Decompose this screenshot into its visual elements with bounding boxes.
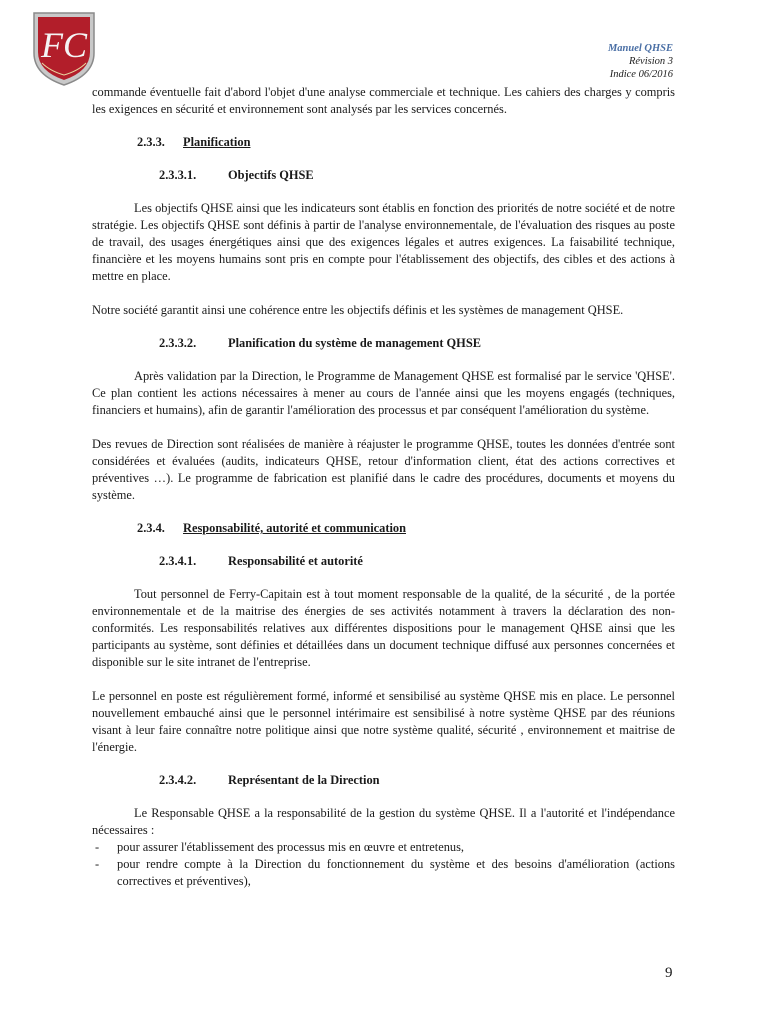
objectives-paragraph-1: Les objectifs QHSE ainsi que les indicateurs sont établis en fonction des priorités de notre société et de notre stratégie. Les objectifs QHSE sont définis à partir de l'analyse environnementale, de l'évaluation des risques au poste de travail, des usages énergétiques ainsi que des exigences légales et autres exigences. La faisabilité technique, financière et les moyens humains sont pris en compte pour l'établissement des objectifs, des cibles et des actions à mettre en place.: [92, 201, 675, 283]
section-heading-2-3-3-2: [159, 335, 675, 352]
section-number: 2.3.3.1.: [159, 168, 197, 182]
objectives-paragraph-2: Notre société garantit ainsi une cohérence entre les objectifs définis et les systèmes de management QHSE.: [92, 303, 624, 317]
page-number: 9: [665, 965, 673, 981]
section-title: Objectifs QHSE: [228, 168, 314, 182]
list-item: [92, 856, 675, 890]
list-item-text: pour rendre compte à la Direction du fonctionnement du système et des besoins d'amélioration (actions correctives et préventives),: [117, 857, 675, 888]
planning-paragraph-1: Après validation par la Direction, le Programme de Management QHSE est formalisé par le service 'QHSE'. Ce plan contient les actions nécessaires à mener au cours de l'année ainsi que les moyens engagés (techniques, financiers et humains), afin de garantir l'amélioration des processus et par conséquent l'amélioration du système.: [92, 369, 675, 417]
document-header: [608, 42, 673, 81]
section-number: 2.3.3.2.: [159, 336, 197, 350]
list-marker: -: [95, 840, 100, 854]
document-body: [92, 84, 675, 890]
representative-paragraph: Le Responsable QHSE a la responsabilité de la gestion du système QHSE. Il a l'autorité et l'indépendance nécessaires :: [92, 806, 675, 837]
section-number: 2.3.4.1.: [159, 554, 197, 568]
responsibility-paragraph-1: Tout personnel de Ferry-Capitain est à tout moment responsable de la qualité, de la sécurité , de la portée environnementale et de la maitrise des énergies de ses activités notamment à travers la déclaration des non-conformités. Les responsabilités relatives aux différentes dispositions pour le management QHSE ainsi que les participants au système, sont définies et détaillées dans un document technique diffusé aux personnes concernées et disponible sur le site intranet de l'entreprise.: [92, 587, 675, 669]
list-marker: -: [95, 857, 100, 871]
responsibility-paragraph-2: Le personnel en poste est régulièrement formé, informé et sensibilisé au système QHSE mis en place. Le personnel nouvellement embauché ainsi que le personnel intérimaire est sensibilisé à notre système QHSE par des réunions visant à leur faire connaître notre politique ainsi que notre système qualité, sécurité , environnement et maitrise de l'énergie.: [92, 689, 675, 754]
list-item-text: pour assurer l'établissement des processus mis en œuvre et entretenus,: [117, 840, 465, 854]
section-heading-2-3-4: [137, 520, 675, 537]
section-heading-2-3-3: [137, 134, 675, 151]
planning-paragraph-2: Des revues de Direction sont réalisées de manière à réajuster le programme QHSE, toutes les données d'entrée sont considérées et évaluées (audits, indicateurs QHSE, retour d'information client, état des actions correctives et préventives …). Le programme de fabrication est planifié dans le cadre des procédures, documents et moyens du système.: [92, 437, 675, 502]
intro-paragraph: commande éventuelle fait d'abord l'objet d'une analyse commerciale et technique. Les cahiers des charges y compris les exigences en sécurité et environnement sont analysés par les services concernés.: [92, 85, 675, 116]
section-heading-2-3-4-2: [159, 772, 675, 789]
section-title: Planification du système de management QHSE: [228, 336, 481, 350]
representative-list: [92, 839, 675, 890]
index-label: Indice 06/2016: [609, 69, 673, 80]
list-item: [92, 839, 675, 856]
manual-title: Manuel QHSE: [607, 43, 673, 54]
section-title: Responsabilité, autorité et communication: [183, 521, 407, 535]
revision-label: Révision 3: [628, 56, 673, 67]
section-number: 2.3.4.2.: [159, 773, 197, 787]
section-title: Responsabilité et autorité: [228, 554, 363, 568]
section-heading-2-3-4-1: [159, 553, 675, 570]
section-number: 2.3.4.: [137, 521, 165, 535]
company-logo: [30, 9, 98, 88]
section-title: Représentant de la Direction: [228, 773, 380, 787]
logo-letters: FC: [40, 25, 88, 65]
section-title: Planification: [183, 135, 251, 149]
section-heading-2-3-3-1: [159, 167, 675, 184]
section-number: 2.3.3.: [137, 135, 165, 149]
